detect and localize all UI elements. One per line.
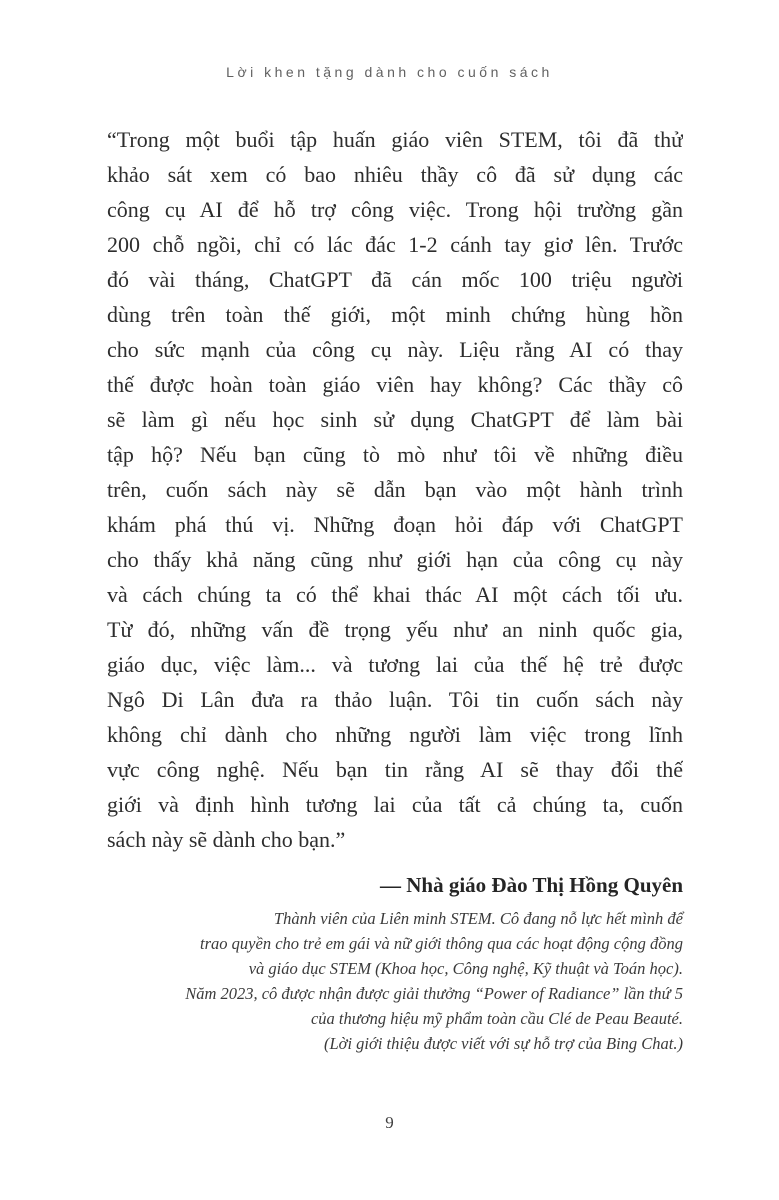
quote-line: sẽ làm gì nếu học sinh sử dụng ChatGPT để làm bài bbox=[107, 407, 683, 432]
quote-line: đó vài tháng, ChatGPT đã cán mốc 100 triệu người bbox=[107, 267, 683, 292]
bio-line: trao quyền cho trẻ em gái và nữ giới thông qua các hoạt động cộng đồng bbox=[200, 934, 683, 953]
quote-line: trên, cuốn sách này sẽ dẫn bạn vào một hành trình bbox=[107, 477, 683, 502]
quote-line: cho sức mạnh của công cụ này. Liệu rằng AI có thay bbox=[107, 337, 683, 362]
quote-line: tập hộ? Nếu bạn cũng tò mò như tôi về những điều bbox=[107, 442, 683, 467]
quote-line: cho thấy khả năng cũng như giới hạn của công cụ này bbox=[107, 547, 683, 572]
quote-line: và cách chúng ta có thể khai thác AI một cách tối ưu. bbox=[107, 582, 683, 607]
bio-line: (Lời giới thiệu được viết với sự hỗ trợ của Bing Chat.) bbox=[324, 1034, 683, 1053]
quote-line: Ngô Di Lân đưa ra thảo luận. Tôi tin cuốn sách này bbox=[107, 687, 683, 712]
quote-line: vực công nghệ. Nếu bạn tin rằng AI sẽ thay đổi thế bbox=[107, 757, 683, 782]
quote-line: khảo sát xem có bao nhiêu thầy cô đã sử dụng các bbox=[107, 162, 683, 187]
quote-line: “Trong một buổi tập huấn giáo viên STEM, tôi đã thử bbox=[107, 127, 683, 152]
quote-line: Từ đó, những vấn đề trọng yếu như an ninh quốc gia, bbox=[107, 617, 683, 642]
running-head: Lời khen tặng dành cho cuốn sách bbox=[226, 64, 553, 80]
bio-line: và giáo dục STEM (Khoa học, Công nghệ, Kỹ thuật và Toán học). bbox=[248, 959, 683, 978]
quote-line: thế được hoàn toàn giáo viên hay không? Các thầy cô bbox=[107, 372, 683, 397]
quote-line: sách này sẽ dành cho bạn.” bbox=[107, 827, 346, 852]
quote-line: 200 chỗ ngồi, chỉ có lác đác 1-2 cánh tay giơ lên. Trước bbox=[107, 232, 683, 257]
page-content bbox=[107, 122, 683, 1056]
bio-line: của thương hiệu mỹ phẩm toàn cầu Clé de Peau Beauté. bbox=[310, 1009, 683, 1028]
bio-line: Năm 2023, cô được nhận được giải thưởng “Power of Radiance” lần thứ 5 bbox=[185, 984, 683, 1003]
page-number: 9 bbox=[385, 1113, 394, 1132]
quote-line: khám phá thú vị. Những đoạn hỏi đáp với ChatGPT bbox=[107, 512, 683, 537]
quote-line: dùng trên toàn thế giới, một minh chứng hùng hồn bbox=[107, 302, 683, 327]
quote-line: giới và định hình tương lai của tất cả chúng ta, cuốn bbox=[107, 792, 683, 817]
bio-line: Thành viên của Liên minh STEM. Cô đang nỗ lực hết mình để bbox=[273, 909, 683, 928]
quote-attribution: — Nhà giáo Đào Thị Hồng Quyên bbox=[379, 873, 683, 897]
author-bio bbox=[107, 906, 683, 1056]
praise-quote bbox=[107, 122, 683, 857]
quote-line: giáo dục, việc làm... và tương lai của thế hệ trẻ được bbox=[107, 652, 683, 677]
quote-line: công cụ AI để hỗ trợ công việc. Trong hội trường gần bbox=[107, 197, 683, 222]
quote-line: không chỉ dành cho những người làm việc trong lĩnh bbox=[107, 722, 683, 747]
